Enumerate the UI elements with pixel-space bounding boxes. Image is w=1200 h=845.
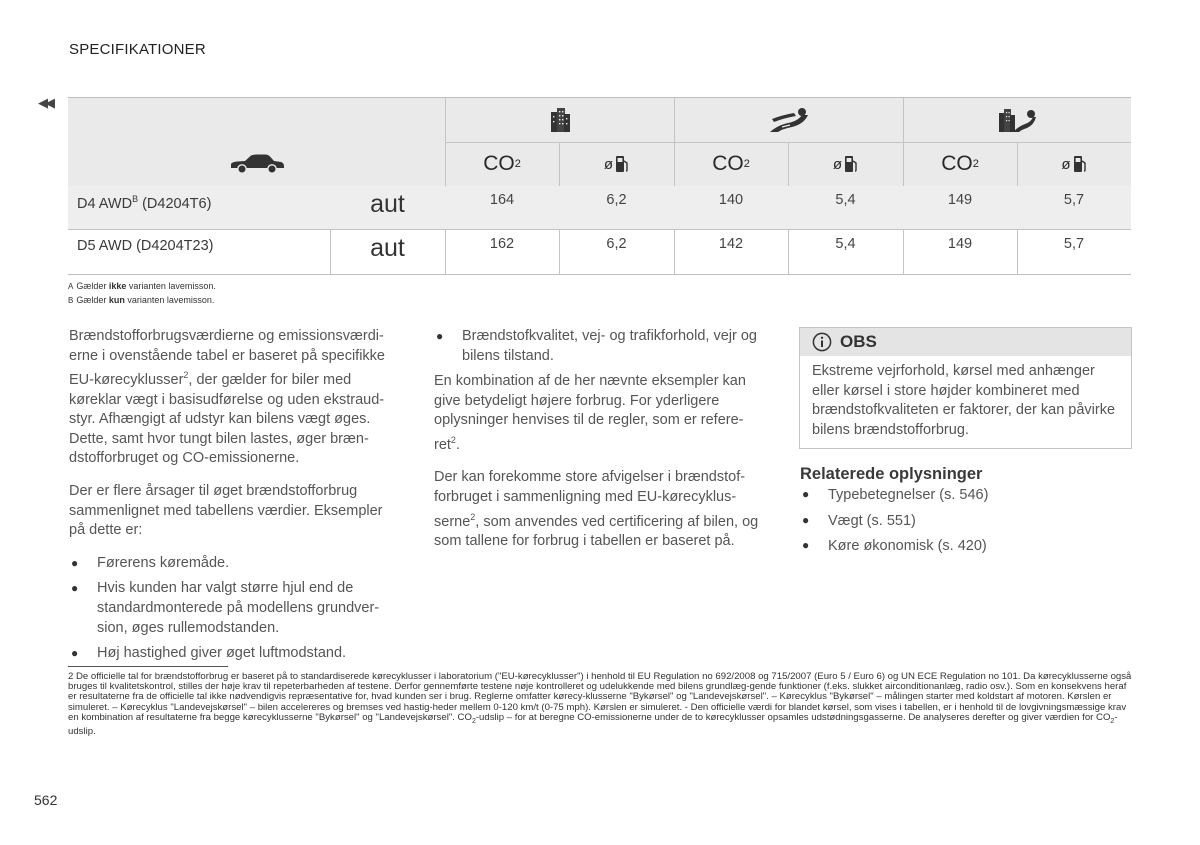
co2-header: CO 2 bbox=[941, 152, 979, 175]
specification-table bbox=[68, 97, 1131, 275]
transmission: aut bbox=[370, 234, 405, 262]
table-footnote: A Gælder ikke varianten lavemisson. bbox=[68, 281, 216, 291]
value-cell: 162 bbox=[489, 236, 515, 252]
model-name: D5 AWD (D4204T23) bbox=[77, 238, 214, 254]
value-cell: 164 bbox=[489, 192, 515, 208]
value-cell: 5,4 bbox=[835, 236, 856, 252]
paragraph: Brændstofforbrugsværdierne og emissionsværdi-erne i ovenstående tabel er baseret på specifikke EU-kørecyklusser$^2$, der gælder for biler med køreklar vægt i basisudførelse og uden ekstraud-styr. Afhængigt af udstyr kan bilens vægt øges. Dette, samt hvor tungt bilen lastes, øger bræn-dstofforbruget og CO-emissionerne. bbox=[69, 328, 385, 467]
value-cell: 5,7 bbox=[1063, 236, 1085, 252]
related-links bbox=[800, 487, 988, 564]
cause-list-continued bbox=[434, 327, 764, 366]
related-info-title: Relaterede oplysninger bbox=[800, 465, 983, 483]
co2-header: CO 2 bbox=[712, 152, 750, 175]
mixed-driving-icon bbox=[903, 98, 1131, 142]
model-name: D4 $AWD^B$ (D4204T6) bbox=[77, 194, 212, 212]
section-title: SPECIFIKATIONER bbox=[69, 41, 206, 58]
co2-header: CO 2 bbox=[483, 152, 521, 175]
value-cell: 142 bbox=[718, 236, 744, 252]
fuel-consumption-header: ø bbox=[1017, 142, 1131, 186]
footnote-2: 2 De officielle tal for brændstofforbrug er baseret på to standardiserede kørecyklusser i laboratorium ("EU-kørecyklusser") i henhold til EU Regulation no 692/2008 og 715/2007 (Euro 5 / Euro 6) og UN ECE Regulation no 101. Da kørecyklusserne også bruges til kvalitetskontrol, stilles der høje krav til repeterbarheden af testene. Derfor gennemførte testene nøje kontrolleret og udelukkende med bilens grundlæg-gende funktioner (f.eks. slukket airconditionanlæg, radio osv.). Som en konsekvens heraf er resultaterne fra de officielle tal ikke nødvendigvis repræsentative for, hvad kunden ser i brug. Reglerne omfatter kørecy-klusserne "Bykørsel" og "Landevejskørsel". – Kørecyklus "Bykørsel" – målingen starter med koldstart af motoren. Kørslen er simuleret. – Kørecyklus "Landevejskørsel" – bilen accelereres og bremses ved hastig-heder mellem 0-120 km/t (0-75 mph). Kørslen er simuleret. - Den officielle værdi for blandet kørsel, som vises i tabellen, er i henhold til de lovgivningsmæssige krav en kombination af resultaterne fra begge kørecyklusserne "Bykørsel" og "Landevejskørsel". $CO_2$-udslip – for at beregne CO-emissionerne under de to kørecyklusser opsamles udstødningsgasserne. De analyseres derefter og giver værdien for $CO_2$-udslip. bbox=[68, 671, 1132, 737]
related-link-economic-driving[interactable]: ● Køre økonomisk (s. 420) bbox=[802, 538, 987, 554]
highway-icon bbox=[674, 98, 903, 142]
paragraph: Der er flere årsager til øget brændstofforbrug sammenlignet med tabellens værdier. Eksempler på dette er: bbox=[69, 482, 383, 539]
transmission: aut bbox=[370, 190, 405, 218]
note-title: OBS bbox=[840, 332, 877, 351]
fuel-pump-icon bbox=[1073, 155, 1087, 173]
page-number: 562 bbox=[34, 792, 58, 808]
related-link-type-designations[interactable]: ● Typebetegnelser (s. 546) bbox=[802, 487, 989, 503]
car-icon bbox=[68, 142, 445, 186]
fuel-consumption-header: ø bbox=[559, 142, 674, 186]
value-cell: 5,4 bbox=[835, 192, 856, 208]
value-cell: 6,2 bbox=[606, 236, 627, 252]
previous-page-icon[interactable]: ◀◀ bbox=[38, 95, 52, 110]
fuel-pump-icon bbox=[615, 155, 629, 173]
note-box bbox=[799, 327, 1132, 449]
value-cell: 149 bbox=[947, 236, 973, 252]
fuel-pump-icon bbox=[844, 155, 858, 173]
table-row bbox=[68, 230, 1131, 273]
info-icon bbox=[812, 332, 832, 352]
note-header bbox=[800, 328, 1131, 356]
table-row bbox=[68, 186, 1131, 229]
table-footnote: B Gælder kun varianten lavemisson. bbox=[68, 295, 215, 305]
paragraph: En kombination af de her nævnte eksempler kan give betydeligt højere forbrug. For yderligere oplysninger henvises til de regler, som er refere-ret$^2$. bbox=[434, 373, 746, 453]
list-item: ● Høj hastighed giver øget luftmodstand. bbox=[71, 645, 347, 662]
related-link-weight[interactable]: ● Vægt (s. 551) bbox=[802, 512, 916, 529]
text-column-1 bbox=[69, 327, 399, 670]
value-cell: 149 bbox=[947, 192, 973, 208]
list-item: ● Hvis kunden har valgt større hjul end de standardmonterede på modellens grundver-sion, øges rullemodstanden. bbox=[71, 580, 380, 636]
value-cell: 140 bbox=[718, 192, 744, 208]
fuel-consumption-header: ø bbox=[788, 142, 903, 186]
footnote-divider bbox=[68, 666, 228, 667]
text-column-2 bbox=[434, 327, 764, 565]
list-item: ● Brændstofkvalitet, vej- og trafikforhold, vejr og bilens tilstand. bbox=[436, 328, 757, 364]
value-cell: 6,2 bbox=[606, 192, 627, 208]
note-text: Ekstreme vejrforhold, kørsel med anhænger eller kørsel i store højder kombineret med brændstofkvaliteten er faktorer, der kan påvirke bilens brændstofforbrug. bbox=[812, 363, 1116, 438]
value-cell: 5,7 bbox=[1063, 192, 1085, 208]
cause-list bbox=[69, 554, 399, 664]
paragraph: Der kan forekomme store afvigelser i brændstof-forbruget i sammenligning med EU-kørecyklus-serne$^2$, som anvendes ved certificering af bilen, og som tallene for forbrug i tabellen er baseret på. bbox=[434, 469, 759, 549]
list-item: ● Førerens køremåde. bbox=[71, 554, 230, 571]
city-icon bbox=[445, 98, 674, 142]
